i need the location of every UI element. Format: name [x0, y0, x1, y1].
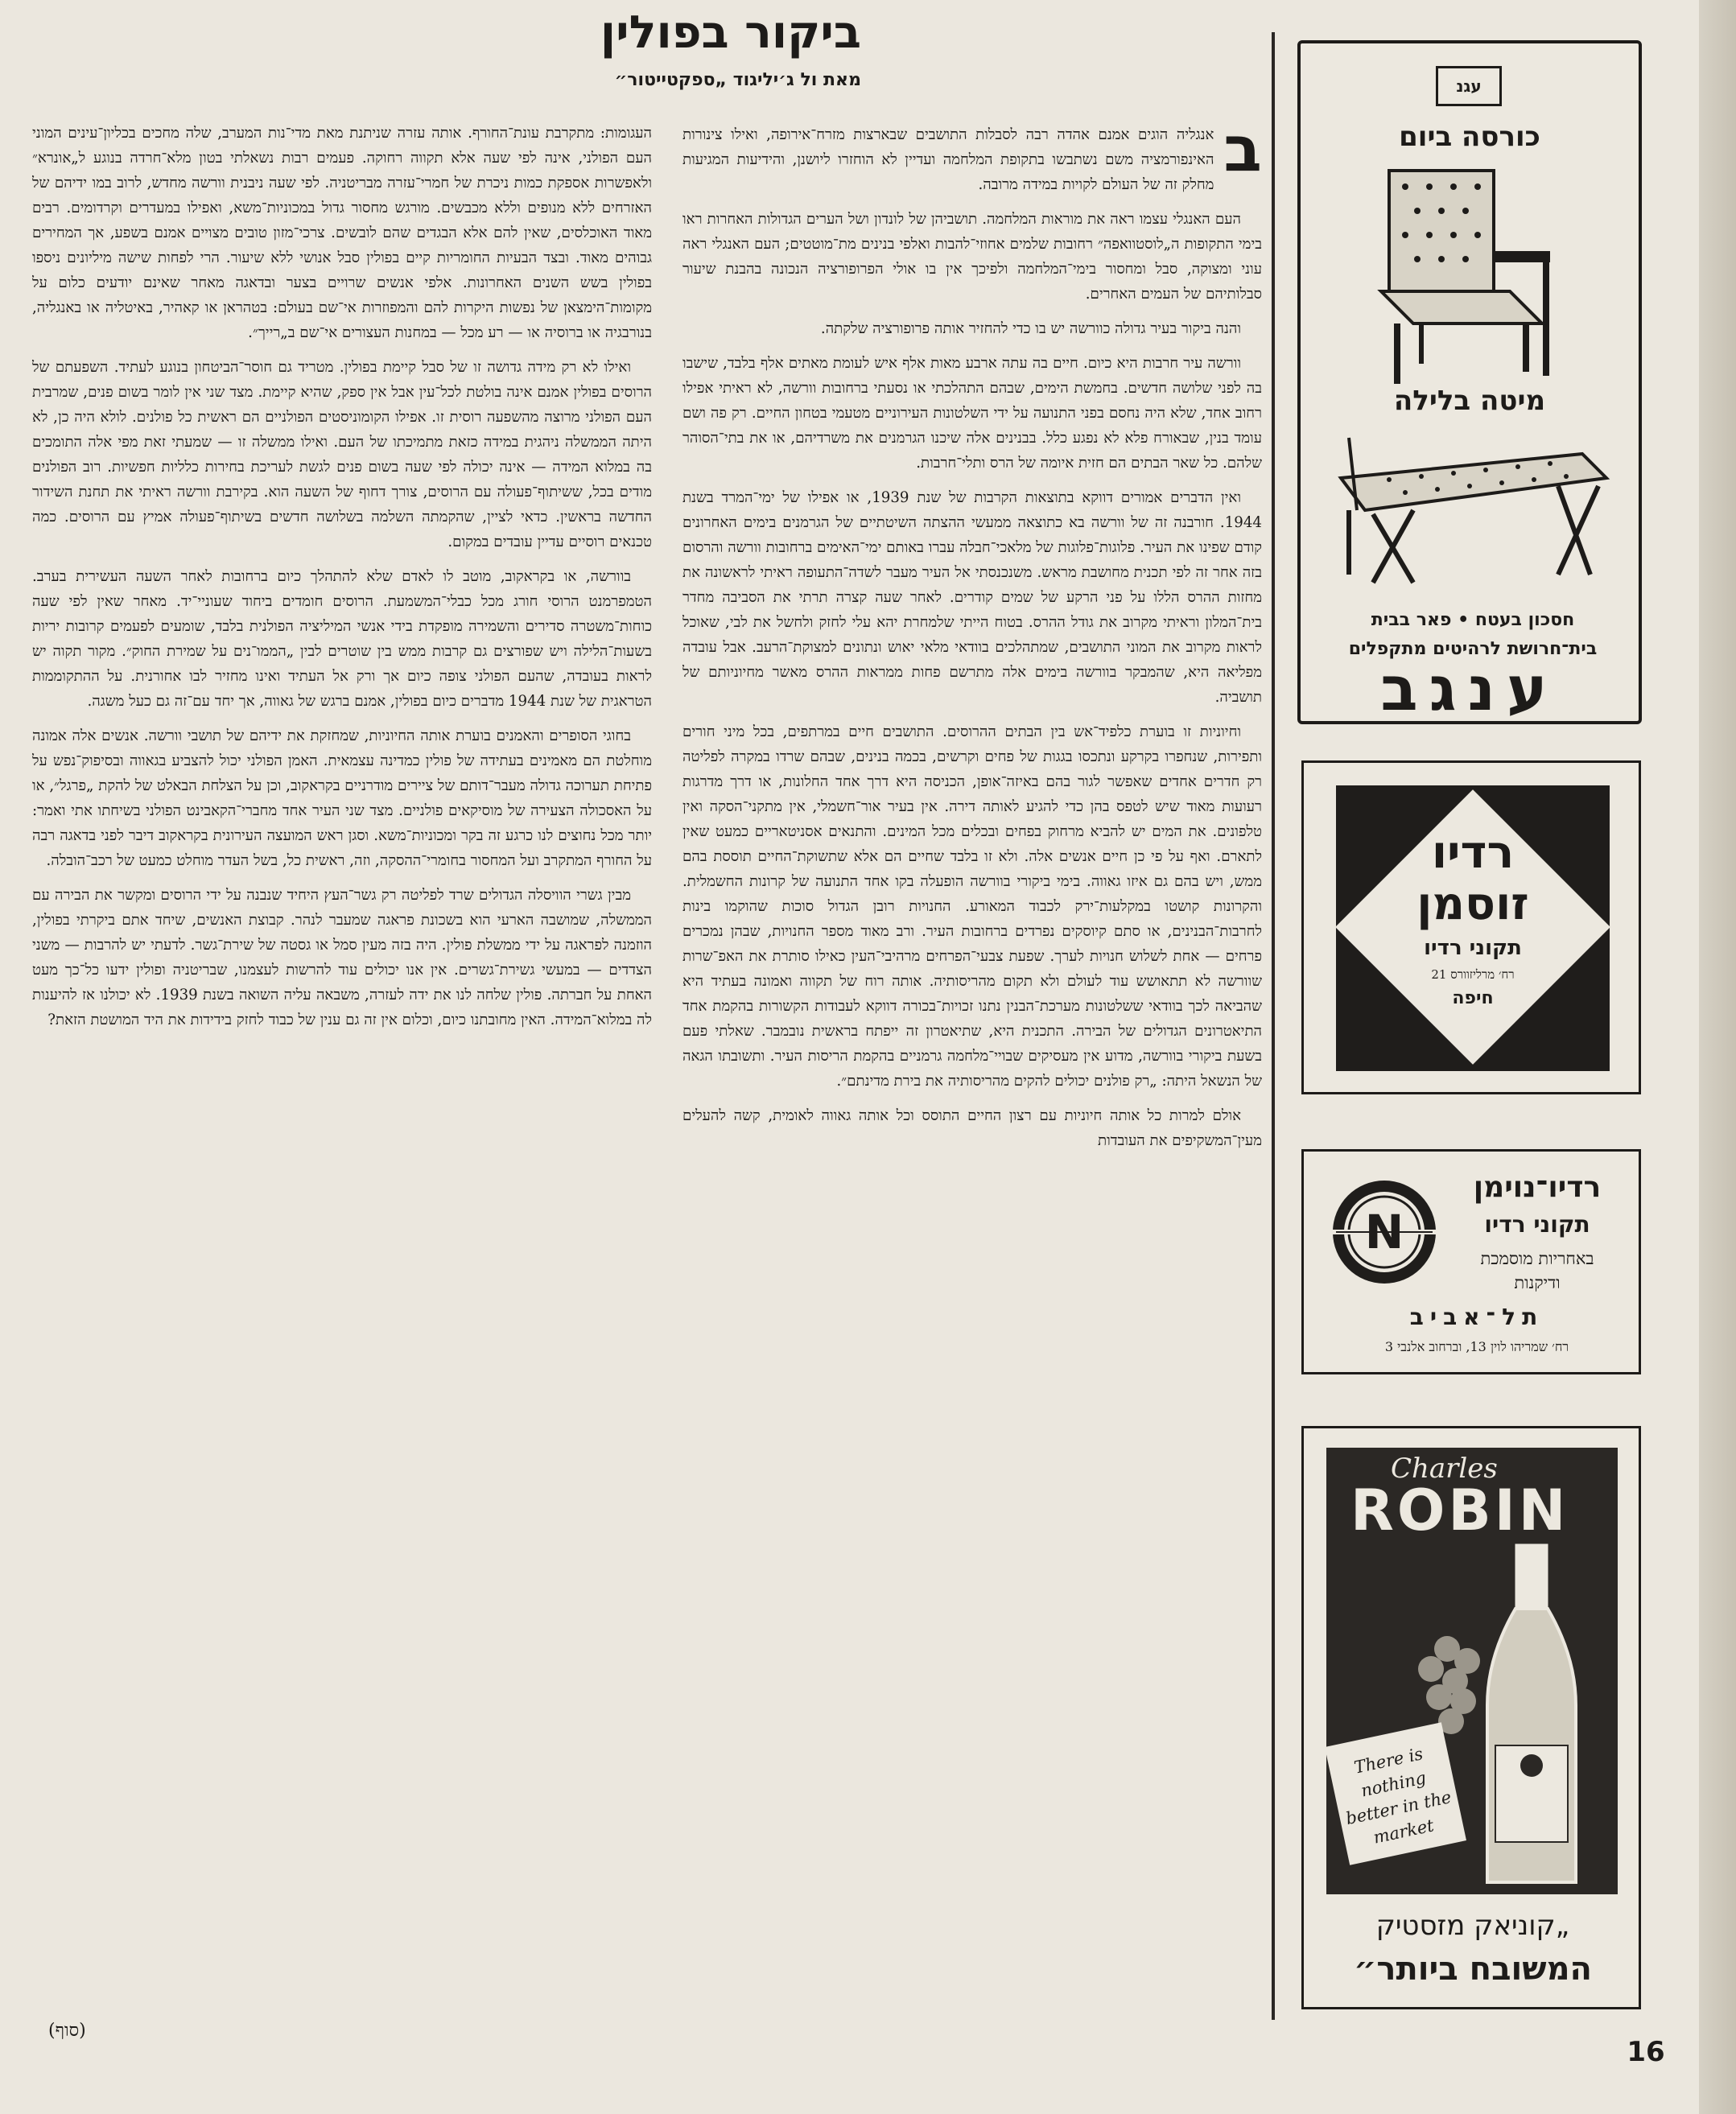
paragraph: מבין גשרי הוויסלה הגדולים שרד לפליטה רק גשר־העץ היחיד שנבנה על ידי הרוסים ומקשר את הבירה עם הממשלה, שמושבה הארעי הוא בשכונת פראגה שמעבר לנהר. קבוצת האנשים, שיחד אתם ביקרתי בפולין, הוזמנה לפראגה על ידי ממשלת פולין. היה בזה מעין סמל או גסטה של שירת־גשר. לדעתי יש להרבות — משני הצדדים — במעשי גשירת־גשרים. אין אנו יכולים עוד להרשות לעצמנו, שבריטניה ופולין ידעו כל־כך מעט האחת על חברתה. פולין שלחה לנו את ידה לעזרה, משבאה עליה השואה בשנת 1939. לא יכולנו אז להיענות לה במלוא־המידה. האין מחובתנו כיום, וכלום אין זה גם ענין של כבוד לחזק בידידות את היד המושטת הזאת?: [32, 887, 652, 1028]
paragraph: ואין הדברים אמורים דווקא בתוצאות הקרבות של שנת 1939, או אפילו של ימי־המרד בשנת 1944. חורבנה זה של וורשה בא כתוצאה ממעשי ההצתה השיטתיים של הגרמנים בימים האחרונים קודם שפינו את העיר. פלוגות־פלוגות של מלאכי־חבלה עברו באותם ימי־האימים ברחובות וורשה והרסום בזה אחר זה לפי תכנית מחושבת מראש. משנכנסתי אל העיר מעבר לשדה־התעופה ראיתי לראשונה את מחזות ההרס הללו על פני הרקע של שמים קודרים. לאחר שעה קצרה תרתי את הסביבה מחדר בית־המלון וראיתי מקרוב את גודל ההרס. בטוח הייתי שלמחרת יהא עלי לחזק ולחשל את לבי, שאוכל לראות מקרוב את המוני התושבים, שמתהלכים בוודאי מלאי יאוש ונתונים למצוקת־הרעב. אבל עובדה מפליאה היא, שהמבקר בוורשה בימים אלה מתרשם פחות ממראות ההרס מאשר מחיוניותם של תושביה.: [682, 489, 1262, 706]
paragraph: [682, 122, 1262, 197]
ad-subline: מיטה בלילה: [1393, 385, 1546, 417]
armchair-illustration: [1341, 155, 1582, 388]
paragraph: בחוגי הסופרים והאמנים בוערת אותה החיוניות, שמחזקת את ידיהם של תושבי וורשה. אנשים אלה אמונה מוחלטת הם מאמינים בעתידה של פולין כמדינה עצמאית. האמן הפולני יכול להצביע בגאווה ובסיפוק־נפש על פתיחת תערוכה גדולה מעבר־דותם של ציירים מודרניים בקראקוב, וכן על הצלחת הבאלט של להקת „פרגל״, או על האסכולה הצעירה של מוסיקאים פולניים. מצד שני העיר אחד מחברי־הקאבינט הפולני בשיחתו אתי ואמר: יותר מכל נחוצים לנו כרגע זה בקר ומכוניות־משא. וסגן ראש המועצה העירונית בקראקוב דיבר לפני בדאגה רבה על החורף המתקרב ועל המחסור בחומרי־ההסקה, וזה, ראשית כל, בשל העדר מוחלט כמעט של רכב־הובלה.: [32, 727, 652, 869]
page-number: 16: [1627, 2036, 1665, 2068]
paragraph: העגומות: מתקרבת עונת־החורף. אותה עזרה שניתנת מאת מדי־נות המערב, שלה מחכים בכליון־עינים המוני העם הפולני, אינה לפי שעה אלא תקווה רחוקה. פעמים רבות נשאלתי בטון מלא־חרדה בנוגע ל„אונרא״ ולאפשרות אספקת כמות ניכרת של חמרי־עזרה מבריטניה. לפי שעה ניבנית וורשה מחדש, לרוב במו ידיהם של האזרחים ללא מנופים וללא מכבשים. מורגש מחסור גדול במכוניות־משא, ואפילו במעדרים וקרדומים. רבים מאוד האוכלסים, שאין להם אלא הבגדים שהם לובשים. צרכי־מזון טובים מצויים אמנם בשפע, אך המחירים גבוהים מאוד. ובצד הבעיות החומריות קיים בפולין סבל אנושי ללא שיעור. הרי לפחות שישה מיליונים ניספו בפולין בשש השנים האחרונות. אלפי אנשים שרויים בצער ובדאגה מאחר שאינם יודעים כלום על מקומות־הימצאן של נפשות היקרות להם והמפוזרות אי־שם בעולם: בטהראן או קאהיר, באיטליה או באנגליה, בנורבגיה או ברוסיה או — רע מכל — במחנות העצורים אי־שם ב„רייך״.: [32, 125, 652, 341]
paragraph: וחיוניות זו בוערת כלפיד־אש בין הבתים ההרוסים. התושבים חיים במרתפים, בכל מיני חורים ותפירות, שנחפרו בקרקע ונתכסו בגגות של פחים וקרשים, בכמה בנינים, שבהם שרדו במקרה לפליטה רק חדרים אחדים שאפשר לגור בהם באיזה־אופן, הכניסה היא דרך אחד החלונות, או דרך מדרגות רעועות מאוד שיש לטפס בהן כדי להגיע לאותה דירה. אין בעיר אור־חשמלי, אין מתקני־הסקה ואין טלפונים. את המים יש להביא מרחוק בפחים ובכלים מכל המינים. והתנאים אסניטאריים כמעט שאין לתארם. ואף על פי כן חיים אנשים אלה. ולא זו בלבד שחיים הם אלא שתשוקת־החיים תוססת בהם ממש, ויש בהם גם איזו גאווה. בימי ביקורי בוורשה הופעלה בקו אחד התנועה של קרונות החשמלית. והקרונות קושטו במקלעות־ירק לכבוד המאורע. החנויות רובן הגדול סוכות שהוקמו בינות לחרבות־הבנינים, או סתם קיוסקים נפרדים ברחובות העיר. ורב מאוד מספר החנויות, שבהן נמכרים פרחים — אחת לשלוש חנויות לערך. שפעת צבעי־הפרחים מרהיבי־העין כאילו סותרת את האפ־שרות שוורשה לא תתאושש עוד לעולם ולא תקום מהריסותיה. אותה רוח של תקווה ואמונה בעתיד היא שהביאה לכך בוודאי ששלטונות מערכת־הבנין נתנו זכויות־בכורה דווקא לעבודות הקשורות בהקמת אחד התיאטרונים הגדולים של הבירה. התכנית היא, שתיאטרון זה ייפתח בראשית נובמבר. שאלתי פעם בשעת ביקורי בוורשה, מדוע אין מעסיקים שבויי־מלחמה גרמניים בהקמת הריסות העיר. ותשובתו הגאה של הנשאל היתה: „רק פולנים יכולים להקים מהריסותיה את בירת מדינתם״.: [682, 723, 1262, 1090]
ad-service: תקוני רדיו: [1484, 1211, 1590, 1238]
ad-tagline-factory: בית־חרושת לרהיטים מתקפלים: [1348, 639, 1598, 659]
ad-tagline: חסכון בעטח • פאר בבית: [1371, 610, 1575, 630]
ad-artwork: [1326, 1448, 1618, 1894]
paragraph: ואילו לא רק מידה גדושה זו של סבל קיימת בפולין. מטריד גם חוסר־הביטחון בנוגע לעתיד. השפעתם של הרוסים בפולין אמנם אינה בולטת לכל־עין אבל אין ספק, שהיא קיימת. מצד שני אין לומר בשום פנים, שמרבית העם הפולני מרוצה מהשפעה רוסית זו. אפילו הקומוניסטים הפולניים הם ראשית כל פולנים. לולא היה כן, לא היתה הממשלה ניהגית במידה כזאת מתמיכתו של העם. ואילו ממשלה זו — שמעתי זאת מפי אלה התומכים בה במלוא המידה — אינה יכולה לפי שעה בשום פנים לגשת לעריכת בחירות כלליות חפשיות. רוב הפולנים מודים בכל, ששיתוף־פעולה עם הרוסים, צורך דחוף של השעה הוא. בקירבת וורשה ראיתי את תחנת השידור החדשה בראשין. כדאי לציין, שהקמתה השלמה בשלושה חדשים בשיתוף־פעולה אמיץ עם הרוסים. כמה טכנאים רוסיים עדיין עובדים במקום.: [32, 359, 652, 550]
end-mark: (סוף): [48, 2021, 86, 2041]
article-title: ביקור בפולין: [600, 6, 861, 59]
ad-script-name: Charles: [1391, 1453, 1498, 1485]
article-column-right: [682, 122, 1262, 2086]
ad-logo-small: עגנ: [1436, 66, 1502, 106]
ad-slogan-card: There is nothing better in the market: [1326, 1722, 1466, 1865]
ad-brand: ROBIN: [1350, 1477, 1569, 1543]
ad-headline: כורסה ביום: [1399, 121, 1540, 153]
ad-radio-neuman: [1301, 1149, 1641, 1374]
folding-bed-illustration: [1325, 422, 1614, 591]
ad-city: חיפה: [1452, 988, 1494, 1008]
ad-bottom-line2: המשובח ביותר״: [1354, 1951, 1592, 1988]
ad-name-line1: רדיו: [1431, 826, 1515, 879]
article-byline: מאת ול ג׳יליגוד „ספקטייטור״: [614, 70, 861, 90]
page-edge-shadow: [1699, 0, 1736, 2114]
ad-robin-cognac: [1301, 1426, 1641, 2009]
ad-folding-furniture: [1297, 40, 1642, 724]
article-column-left: [32, 121, 652, 2044]
ad-brand: ענגב: [1380, 653, 1559, 724]
ad-address: רח׳ מרליזוורס 21: [1431, 967, 1515, 982]
ad-guarantee-2: ודיקנות: [1514, 1273, 1561, 1292]
ad-name-line2: זוסמן: [1416, 878, 1529, 930]
paragraph: העם האנגלי עצמו ראה את מוראות המלחמה. תושביהן של לונדון ושל הערים הגדולות האחרות ראו בימי התקופות ה„לוסטוואפה״ רחובות שלמים אחוזי־להבות ואלפי בנינים מת־מוטטים; העם האנגלי ראה עוני ומצוקה, סבל ומחסור בימי־המלחמה ולפיכך אין בו אולי הפרופורציה הנכונה בהבנת שיעור סבלותיהם של העמים האחרים.: [682, 211, 1262, 303]
ad-address: רח׳ שמריהו לוין 13, וברחוב אלנבי 3: [1384, 1339, 1569, 1354]
column-divider: [1272, 32, 1275, 2020]
ad-service: תקוני רדיו: [1424, 936, 1522, 960]
ad-name: רדיו־נוימן: [1473, 1171, 1602, 1204]
paragraph: וורשה עיר חרבות היא כיום. חיים בה עתה ארבע מאות אלף איש לעומת מאתים אלף בלבד, שישבו בה לפני שלושה חדשים. בחמשת הימים, שבהם התהלכתי או נסעתי ברחובות וורשה, לא ראיתי אפילו רחוב אחד, שלא היה נחסם בפני התנועה על ידי השלטונות העירוניים מטעמי בטחון החיים. רק פה ושם עומד בנין, שבאורח פלא לא נפגע כלל. בבנינים אלה שיכנו הגרמנים את משרדיהם, או את בתי־הסוהר שלהם. כל שאר הבתים הם חזית איומה של הרס ותלי־חרבות.: [682, 355, 1262, 472]
emblem-letter: N: [1364, 1205, 1404, 1259]
paragraph: והנה ביקור בעיר גדולה כוורשה יש בו כדי להחזיר אותה פרופורציה שלקתה.: [820, 320, 1241, 337]
radio-emblem-icon: [1328, 1176, 1441, 1288]
paragraph: אולם למרות כל אותה חיוניות עם רצון החיים התוסס וכל אותה גאווה לאומית, קשה להעלים מעין־המשקיפים את העובדות: [682, 1107, 1262, 1149]
paragraph-text: אנגליה הוגים אמנם אהדה רבה לסבלות התושבים שבארצות מזרח־אירופה, ואילו צינורות האינפורמציה משם נשתבשו בתקופת המלחמה ועדיין לא הוחזרו ליושנן, והידיעות המגיעות מחלק זה של העולם לקויות במידה מרובה.: [682, 126, 1214, 193]
drop-cap: ב: [1223, 122, 1262, 186]
ad-bottom-line1: „קוניאק מזסטיק: [1375, 1910, 1570, 1942]
ad-radio-zussman: [1301, 760, 1641, 1094]
paragraph: בוורשה, או בקראקוב, מוטב לו לאדם שלא להתהלך כיום ברחובות לאחר השעה העשירית בערב. הטמפרמנט הרוסי חורג מכל כבלי־המשמעת. הרוסים חומדים ביחוד שעוניי־יד. מאחר שאין לפי שעה כוחות־משטרה סדירים והשמירה מופקדת בידי אנשי המיליציה הפולנית בלבד, שומעים לפעמים קרובות יריות בשעות־הלילה ויש שפורצים גם קרבות ממש בין שוטרים לבין „הממו־נים על שמירת החוק״. מקור תקוה יש לראות בעובדה, שהעם הפולני צופה כיום אך ורק אל העתיד ואינו מחזיר לבו אחורנית. על ההתקוממות הטראגית של שנת 1944 מדברים כיום בפולין, אמנם ברגש של גאווה, אך יחד עם־זה גם כעל משגה.: [32, 568, 652, 710]
ad-guarantee: באחריות מוסמכת: [1480, 1249, 1594, 1268]
ad-city: תל־אביב: [1409, 1304, 1544, 1330]
